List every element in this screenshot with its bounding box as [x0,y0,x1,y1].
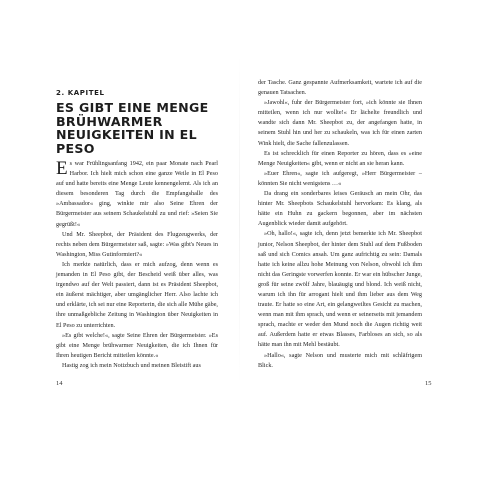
paragraph: Hastig zog ich mein Notizbuch und meinen Bleistift aus [62,362,201,369]
paragraph: Da drang ein sonderbares leises Geräusch an mein Ohr, das hinter Mr. Sheepbots Schaukelstuhl hervorkam: Es klang, als hätte ein Huhn zu gackern begonnen, aber im nächsten Augenblick wieder damit aufgehört. [258,191,422,228]
paragraph: der Tasche. Ganz gespannte Aufmerksamkeit, wartete ich auf die genauen Tatsachen. [258,80,422,97]
right-page [240,0,480,480]
chapter-label: 2. KAPITEL [56,89,105,97]
paragraph: »Jawohl«, fuhr der Bürgermeister fort, »ich könnte sie Ihnen mitteilen, wenn ich nur wollte!« Er lächelte freundlich und wandte sich dann Mr. Sheepbot zu, der angefangen hatte, in seinem Stuhl hin und her zu schaukeln, was ich für einen zarten Wink hielt, die Sache fallenzulassen. [258,100,422,147]
paragraph: »Hallo«, sagte Nelson und musterte mich mit schläfrigem Blick. [258,352,422,369]
paragraph: Es ist schrecklich für einen Reporter zu hören, dass es »eine Menge Neuigkeiten« gibt, wenn er nicht an sie heran kann. [258,150,422,167]
page-number-right: 15 [425,380,432,387]
paragraph: Es war Frühlingsanfang 1942, ein paar Monate nach Pearl Harbor. Ich hielt mich schon eine ganze Weile in El Peso auf und hatte bereits eine Menge Leute kennengelernt. Als ich an diesem besonderen Tag durch die Empfangshalle des »Ambassador« ging, winkte mir also Seine Ehren der Bürgermeister aus seinem Schaukelstuhl zu und rief: »Seien Sie gegrüßt!« [56,158,218,228]
left-text-column [56,159,218,371]
page-number-left: 14 [56,380,63,387]
chapter-title: ES GIBT EINE MENGE BRÜHWARMER NEUIGKEITEN IN EL PESO [56,100,209,156]
paragraph: »Es gibt welche!«, sagte Seine Ehren der Bürgermeister. »Es gibt eine Menge brühwarmer Neuigkeiten, die ich Ihnen für Ihren heutigen Bericht mitteilen könnte.« [56,332,218,359]
paragraph: »Euer Ehren«, sagte ich aufgeregt, »Herr Bürgermeister – könnten Sie nicht wenigstens …« [258,170,422,187]
paragraph: Ich merkte natürlich, dass er mich aufzog, denn wenn es jemanden in El Peso gibt, der Bescheid weiß über alles, was irgendwo auf der Welt passiert, dann ist es Präsident Sheepbot, ein äußerst mächtiger, aber umgänglicher Herr. Also lachte ich und erklärte, ich sei nur eine Reporterin, die sich alle Mühe gäbe, ihre unmaßgebliche Zeitung in Washington über Neuigkeiten in El Peso zu unterrichten. [56,261,218,329]
paragraph: Und Mr. Sheepbot, der Präsident des Flugzeugwerks, der rechts neben dem Bürgermeister saß, sagte: »Was gibt's Neues in Washington, Miss Gutinformiert?« [56,231,218,258]
paragraph: »Oh, hallo!«, sagte ich, denn jetzt bemerkte ich Mr. Sheepbot junior, Nelson Sheepbot, der hinter dem Stuhl auf dem Fußboden saß und sich Comics ansah. Um ganz aufrichtig zu sein: Damals hatte ich keine allzu hohe Meinung von Nelson, obwohl ich ihm nicht das Geringste vorwerfen konnte. Er war ein hübscher Junge, groß für seine zwölf Jahre, blauäugig und blond. Ich weiß nicht, warum ich ihn für arrogant hielt und ihm lieber aus dem Weg traute. Er hatte so eine Art, ein gelangweiltes Gesicht zu machen, wenn man mit ihm sprach, und wenn er seinerseits mit jemandem sprach, machte er weder den Mund noch die Augen richtig weit auf. Außerdem hatte er etwas Blasses, Farbloses an sich, so als hätte man ihn mit Mehl bestäubt. [258,231,422,349]
right-text-column [258,78,422,371]
drop-cap: E [56,158,68,179]
